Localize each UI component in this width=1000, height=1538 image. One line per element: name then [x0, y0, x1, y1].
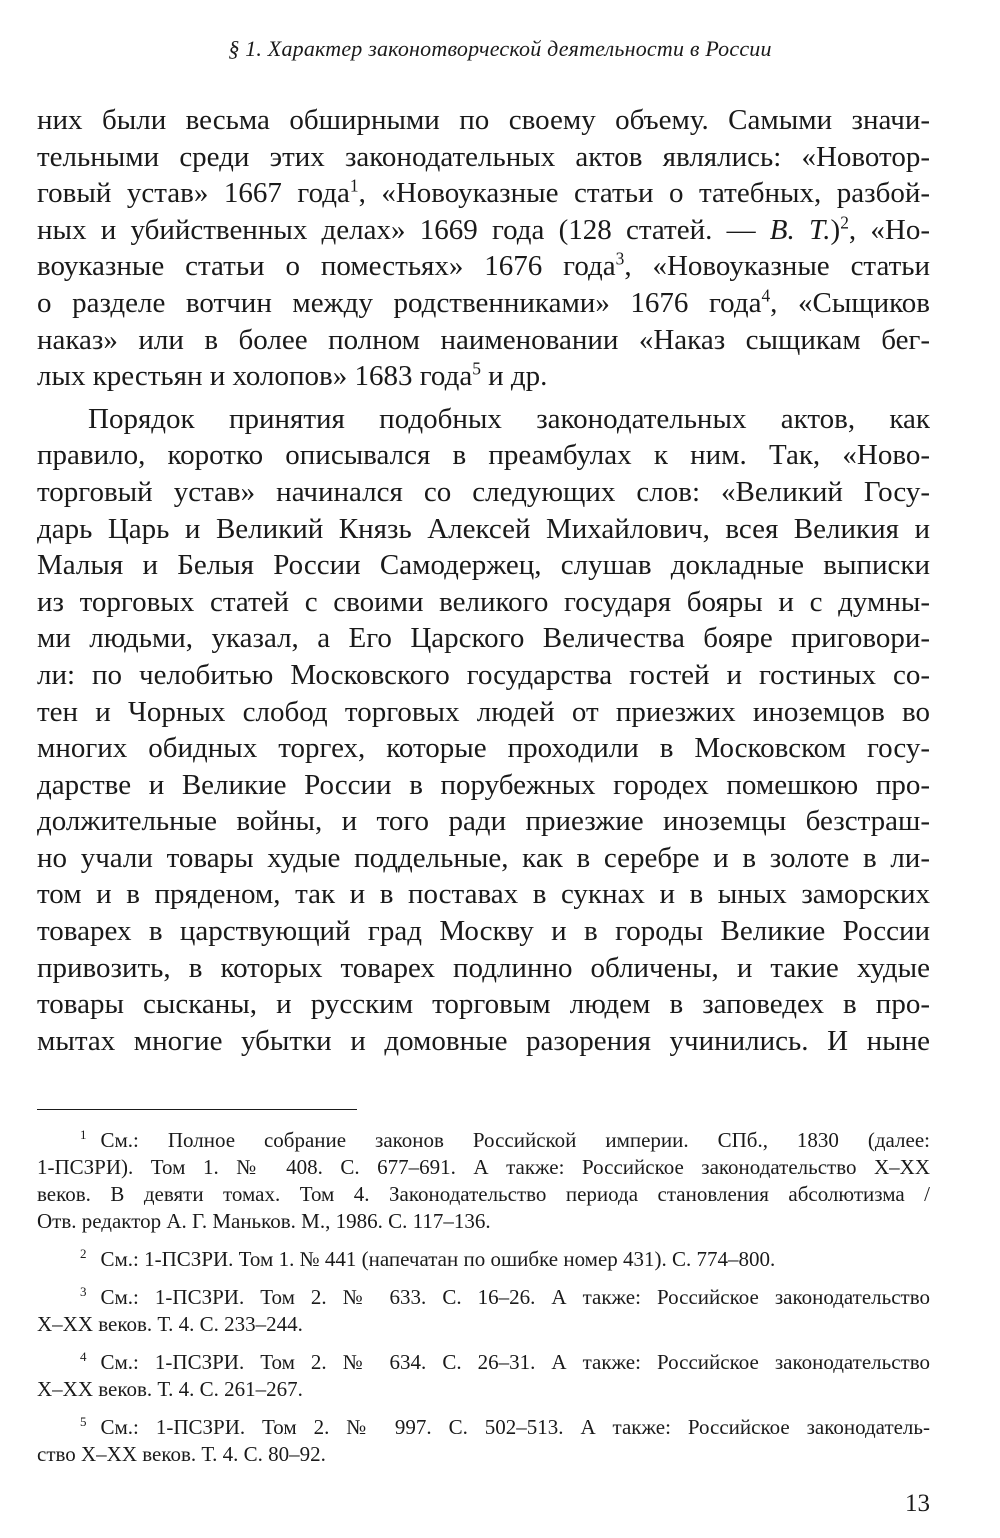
- text-line: воуказные статьи о поместьях» 1676 года$^3$, «Новоуказные статьи: [37, 248, 931, 283]
- text-line: ми людьми, указал, а Его Царского Величества бояре приговори-: [37, 622, 930, 655]
- text-line: Малыя и Белыя России Самодержец, слушав докладные выписки: [37, 549, 930, 582]
- text-line: ных и убийственных делах» 1669 года (128 статей. — В. Т.)$^2$, «Но-: [37, 212, 930, 246]
- footnote-ref-5[interactable]: 5: [472, 358, 481, 379]
- footnote-line: $^5$ См.: 1-ПСЗРИ. Том 2. № 997. С. 502–513. А также: Российское законодатель-: [80, 1414, 930, 1439]
- footnote-line: ство X–XX веков. Т. 4. С. 80–92.: [37, 1442, 326, 1466]
- text-line: дарь Царь и Великий Князь Алексей Михайлович, всея Великия и: [37, 512, 930, 545]
- footnote-line: X–XX веков. Т. 4. С. 233–244.: [37, 1312, 303, 1336]
- footnote-line: X–XX веков. Т. 4. С. 261–267.: [37, 1377, 303, 1401]
- main-text: [37, 102, 930, 1059]
- running-head: § 1. Характер законотворческой деятельности в России: [228, 36, 772, 61]
- footnote-ref-3[interactable]: 3: [615, 248, 625, 269]
- page-number: 13: [905, 1490, 930, 1517]
- text-line: привозить, в которых товарех подлинно обличены, и такие худые: [37, 951, 930, 984]
- text-line: дарстве и Великие России в порубежных городех помешкою про-: [37, 768, 930, 801]
- footnote-separator: [37, 1109, 357, 1110]
- text-line: том и в пряденом, так и в поставах в сукнах и в ыных заморских: [37, 878, 930, 911]
- footnote-mark: 4: [80, 1349, 87, 1364]
- footnote-line: $^1$ См.: Полное собрание законов Российской империи. СПб., 1830 (далее:: [80, 1127, 930, 1152]
- text-line: многих обидных торгех, которые проходили в Московском госу-: [37, 732, 930, 765]
- text-line: говый устав» 1667 года$^1$, «Новоуказные статьи о татебных, разбой-: [37, 175, 930, 210]
- footnote-ref-4[interactable]: 4: [761, 285, 771, 306]
- footnote-line: $^4$ См.: 1-ПСЗРИ. Том 2. № 634. С. 26–31. А также: Российское законодательство: [80, 1349, 930, 1374]
- text-line: о разделе вотчин между родственниками» 1676 года$^4$, «Сыщиков: [37, 285, 930, 319]
- text-line: товарех в царствующий град Москву и в городы Великие России: [37, 915, 930, 948]
- text-line: должительные войны, и того ради приезжие иноземцы безстраш-: [37, 805, 930, 838]
- footnote-line: веков. В девяти томах. Том 4. Законодательство периода становления абсолютизма /: [37, 1182, 930, 1206]
- text-line: правило, коротко описывался в преамбулах к ним. Так, «Ново-: [37, 439, 930, 472]
- text-line: них были весьма обширными по своему объему. Самыми значи-: [37, 104, 930, 136]
- footnote-2: [37, 1246, 930, 1273]
- text-line: лых крестьян и холопов» 1683 года$^5$ и др.: [37, 358, 548, 393]
- footnote-ref-1[interactable]: 1: [349, 175, 359, 196]
- text-line: товары сысканы, и русским торговым людем в заповедех в про-: [37, 988, 930, 1021]
- footnote-mark: 5: [80, 1414, 87, 1429]
- text-line: но учали товары худые поддельные, как в серебре и в золоте в ли-: [37, 841, 930, 874]
- footnote-mark: 2: [80, 1246, 87, 1261]
- text-line: ли: по челобитью Московского государства гостей и гостиных со-: [37, 658, 930, 691]
- footnote-line: 1-ПСЗРИ). Том 1. № 408. С. 677–691. А также: Российское законодательство X–XX: [37, 1155, 930, 1179]
- author-initials: В. Т.: [769, 213, 831, 246]
- footnote-4: [37, 1349, 930, 1403]
- footnote-line: $^3$ См.: 1-ПСЗРИ. Том 2. № 633. С. 16–26. А также: Российское законодательство: [80, 1284, 930, 1309]
- footnote-line: $^2$ См.: 1-ПСЗРИ. Том 1. № 441 (напечатан по ошибке номер 431). С. 774–800.: [80, 1246, 776, 1271]
- footnote-mark: 3: [80, 1284, 87, 1299]
- text-line: торговый устав» начинался со следующих слов: «Великий Госу-: [37, 475, 930, 508]
- text-line: тен и Чорных слобод торговых людей от приезжих иноземцов во: [37, 695, 930, 728]
- footnotes: [37, 1127, 930, 1479]
- text-line: Порядок принятия подобных законодательных актов, как: [88, 402, 930, 435]
- footnote-ref-2[interactable]: 2: [840, 212, 849, 233]
- footnote-3: [37, 1284, 930, 1338]
- text-line: наказ» или в более полном наименовании «Наказ сыщикам бег-: [37, 323, 930, 356]
- footnote-line: Отв. редактор А. Г. Маньков. М., 1986. С. 117–136.: [37, 1209, 491, 1233]
- text-line: из торговых статей с своими великого государя бояры и с думны-: [37, 585, 930, 618]
- text-line: тельными среди этих законодательных актов являлись: «Новотор-: [37, 140, 930, 173]
- footnote-1: [37, 1127, 930, 1235]
- footnote-mark: 1: [80, 1127, 87, 1142]
- footnote-5: [37, 1414, 930, 1468]
- text-line: мытах многие убытки и домовные разорения учинились. И ныне: [37, 1024, 930, 1057]
